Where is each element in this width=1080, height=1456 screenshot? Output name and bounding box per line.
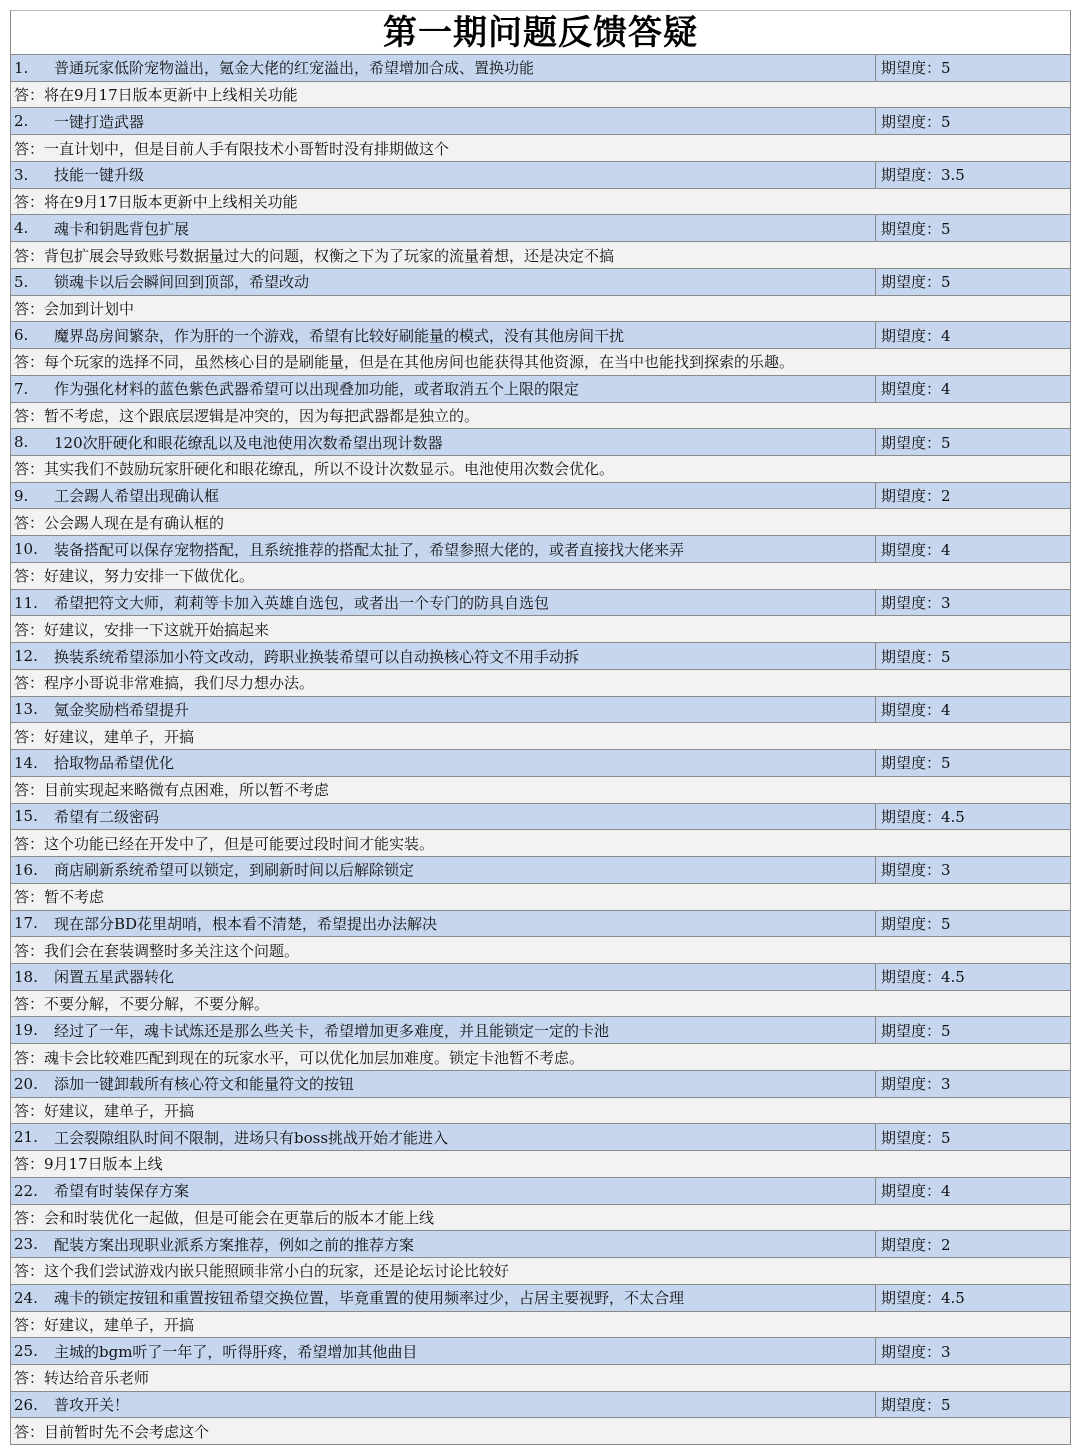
answer-cell[interactable]: 答：好建议，建单子，开搞	[14, 1315, 195, 1334]
expectation-cell[interactable]: 期望度：4	[881, 540, 951, 559]
expectation-cell[interactable]: 期望度：5	[881, 1021, 951, 1040]
expectation-cell[interactable]: 期望度：3	[881, 861, 951, 880]
question-text: 添加一键卸载所有核心符文和能量符文的按钮	[54, 1075, 355, 1094]
question-number: 21.	[14, 1128, 38, 1147]
question-text: 氪金奖励档希望提升	[54, 700, 190, 719]
question-text: 120次肝硬化和眼花缭乱以及电池使用次数希望出现计数器	[54, 433, 443, 452]
question-number: 14.	[14, 753, 38, 772]
question-cell[interactable]	[11, 590, 876, 616]
question-text: 作为强化材料的蓝色紫色武器希望可以出现叠加功能，或者取消五个上限的限定	[54, 380, 580, 399]
expectation-cell[interactable]: 期望度：4.5	[881, 968, 965, 987]
question-cell[interactable]	[11, 162, 876, 188]
question-number: 19.	[14, 1021, 38, 1040]
answer-cell[interactable]: 答：暂不考虑，这个跟底层逻辑是冲突的，因为每把武器都是独立的。	[14, 406, 480, 425]
question-text: 现在部分BD花里胡哨，根本看不清楚，希望提出办法解决	[54, 914, 438, 933]
question-number: 8.	[14, 433, 29, 452]
question-row	[11, 1124, 1070, 1151]
answer-cell[interactable]: 答：目前实现起来略微有点困难，所以暂不考虑	[14, 781, 330, 800]
expectation-cell[interactable]: 期望度：5	[881, 914, 951, 933]
question-number: 12.	[14, 647, 38, 666]
expectation-cell[interactable]: 期望度：4.5	[881, 807, 965, 826]
question-row	[11, 162, 1070, 189]
answer-row	[11, 135, 1070, 162]
question-cell[interactable]	[11, 269, 876, 295]
question-text: 换装系统希望添加小符文改动，跨职业换装希望可以自动换核心符文不用手动拆	[54, 647, 580, 666]
question-row	[11, 643, 1070, 670]
question-text: 商店刷新系统希望可以锁定，到刷新时间以后解除锁定	[54, 861, 415, 880]
question-text: 配装方案出现职业派系方案推荐，例如之前的推荐方案	[54, 1235, 415, 1254]
question-number: 3.	[14, 165, 29, 184]
question-row	[11, 108, 1070, 135]
question-cell[interactable]	[11, 215, 876, 241]
question-number: 5.	[14, 272, 29, 291]
answer-cell[interactable]: 答：将在9月17日版本更新中上线相关功能	[14, 193, 298, 212]
expectation-cell[interactable]: 期望度：5	[881, 1396, 951, 1415]
expectation-cell[interactable]: 期望度：2	[881, 487, 951, 506]
question-row	[11, 1392, 1070, 1419]
question-cell[interactable]	[11, 911, 876, 937]
question-row	[11, 1338, 1070, 1365]
answer-row	[11, 1044, 1070, 1071]
question-row	[11, 536, 1070, 563]
question-text: 魔界岛房间繁杂，作为肝的一个游戏，希望有比较好刷能量的模式，没有其他房间干扰	[54, 326, 625, 345]
question-cell[interactable]	[11, 857, 876, 883]
question-row	[11, 376, 1070, 403]
answer-row	[11, 1098, 1070, 1125]
answer-cell[interactable]: 答：程序小哥说非常难搞，我们尽力想办法。	[14, 674, 315, 693]
question-number: 13.	[14, 700, 38, 719]
question-cell[interactable]	[11, 804, 876, 830]
question-cell[interactable]	[11, 964, 876, 990]
answer-cell[interactable]: 答：这个我们尝试游戏内嵌只能照顾非常小白的玩家，还是论坛讨论比较好	[14, 1262, 510, 1281]
question-text: 工会踢人希望出现确认框	[54, 487, 220, 506]
question-number: 17.	[14, 914, 38, 933]
answer-cell[interactable]: 答：9月17日版本上线	[14, 1155, 163, 1174]
question-text: 闲置五星武器转化	[54, 968, 175, 987]
answer-cell[interactable]: 答：每个玩家的选择不同，虽然核心目的是刷能量，但是在其他房间也能获得其他资源，在当中也能找到探索的乐趣。	[14, 353, 795, 372]
expectation-cell[interactable]: 期望度：5	[881, 647, 951, 666]
expectation-cell[interactable]: 期望度：4.5	[881, 1289, 965, 1308]
question-text: 希望有时装保存方案	[54, 1182, 190, 1201]
answer-cell[interactable]: 答：好建议，建单子，开搞	[14, 1102, 195, 1120]
question-number: 10.	[14, 540, 38, 559]
answer-cell[interactable]: 答：暂不考虑	[14, 888, 105, 907]
answer-cell[interactable]: 答：转达给音乐老师	[14, 1369, 150, 1388]
question-number: 25.	[14, 1342, 38, 1361]
question-cell[interactable]	[11, 536, 876, 562]
answer-row	[11, 1205, 1070, 1232]
answer-row	[11, 1258, 1070, 1285]
question-number: 18.	[14, 967, 38, 986]
question-row	[11, 1071, 1070, 1098]
answer-row	[11, 884, 1070, 911]
expectation-cell[interactable]: 期望度：5	[881, 112, 951, 131]
answer-row	[11, 937, 1070, 964]
question-text: 普攻开关！	[54, 1396, 130, 1415]
question-text: 拾取物品希望优化	[54, 754, 175, 773]
question-cell[interactable]	[11, 108, 876, 134]
question-row	[11, 750, 1070, 777]
answer-row	[11, 189, 1070, 216]
question-cell[interactable]	[11, 55, 876, 81]
answer-cell[interactable]: 答：好建议，努力安排一下做优化。	[14, 567, 255, 586]
question-cell[interactable]	[11, 1017, 876, 1043]
question-row	[11, 483, 1070, 510]
question-cell[interactable]	[11, 322, 876, 348]
question-number: 23.	[14, 1235, 38, 1254]
answer-cell[interactable]: 答：会和时装优化一起做，但是可能会在更靠后的版本才能上线	[14, 1208, 435, 1227]
question-text: 希望把符文大师，莉莉等卡加入英雄自选包，或者出一个专门的防具自选包	[54, 594, 550, 613]
question-cell[interactable]	[11, 1392, 876, 1418]
question-cell[interactable]	[11, 1338, 876, 1364]
answer-row	[11, 723, 1070, 750]
answer-cell[interactable]: 答：公会踢人现在是有确认框的	[14, 513, 225, 532]
expectation-cell[interactable]: 期望度：4	[881, 326, 951, 345]
question-number: 4.	[14, 219, 29, 238]
answer-row	[11, 296, 1070, 323]
question-text: 普通玩家低阶宠物溢出，氪金大佬的红宠溢出，希望增加合成、置换功能	[54, 59, 535, 78]
qa-table	[11, 55, 1070, 1445]
expectation-cell[interactable]: 期望度：5	[881, 754, 951, 773]
expectation-cell[interactable]: 期望度：5	[881, 219, 951, 238]
question-text: 魂卡的锁定按钮和重置按钮希望交换位置，毕竟重置的使用频率过少，占居主要视野，不太合理	[54, 1289, 685, 1308]
expectation-cell[interactable]: 期望度：2	[881, 1235, 951, 1254]
answer-cell[interactable]: 答：这个功能已经在开发中了，但是可能要过段时间才能实装。	[14, 834, 435, 853]
question-cell[interactable]	[11, 429, 876, 455]
expectation-cell[interactable]: 期望度：4	[881, 380, 951, 399]
question-row	[11, 1231, 1070, 1258]
question-text: 技能一键升级	[54, 166, 145, 185]
question-number: 1.	[14, 58, 29, 77]
answer-cell[interactable]: 答：目前暂时先不会考虑这个	[14, 1422, 210, 1441]
answer-row	[11, 1312, 1070, 1339]
answer-row	[11, 82, 1070, 109]
answer-cell[interactable]: 答：好建议，安排一下这就开始搞起来	[14, 620, 270, 639]
answer-row	[11, 563, 1070, 590]
question-row	[11, 1285, 1070, 1312]
question-row	[11, 590, 1070, 617]
answer-row	[11, 242, 1070, 269]
question-row	[11, 911, 1070, 938]
question-number: 16.	[14, 860, 38, 879]
question-number: 6.	[14, 326, 29, 345]
question-number: 2.	[14, 112, 29, 131]
question-number: 7.	[14, 379, 29, 398]
answer-cell[interactable]: 答：我们会在套装调整时多关注这个问题。	[14, 941, 300, 960]
question-text: 工会裂隙组队时间不限制，进场只有boss挑战开始才能进入	[54, 1128, 449, 1147]
question-row	[11, 269, 1070, 296]
question-row	[11, 55, 1070, 82]
question-cell[interactable]	[11, 1124, 876, 1150]
expectation-cell[interactable]: 期望度：4	[881, 700, 951, 719]
question-cell[interactable]	[11, 697, 876, 723]
expectation-cell[interactable]: 期望度：3	[881, 1342, 951, 1361]
question-text: 希望有二级密码	[54, 807, 160, 826]
question-text: 锁魂卡以后会瞬间回到顶部，希望改动	[54, 273, 310, 292]
answer-cell[interactable]: 答：其实我们不鼓励玩家肝硬化和眼花缭乱，所以不设计次数显示。电池使用次数会优化。	[14, 460, 615, 479]
expectation-cell[interactable]: 期望度：3.5	[881, 166, 965, 185]
question-number: 20.	[14, 1074, 38, 1093]
question-row	[11, 429, 1070, 456]
question-cell[interactable]	[11, 750, 876, 776]
question-cell[interactable]	[11, 1285, 876, 1311]
question-number: 11.	[14, 593, 38, 612]
answer-cell[interactable]: 答：将在9月17日版本更新中上线相关功能	[14, 86, 298, 105]
answer-cell[interactable]: 答：好建议，建单子，开搞	[14, 727, 195, 746]
answer-cell[interactable]: 答：背包扩展会导致账号数据量过大的问题，权衡之下为了玩家的流量着想，还是决定不搞	[14, 246, 615, 265]
answer-row	[11, 509, 1070, 536]
answer-row	[11, 1365, 1070, 1392]
question-number: 24.	[14, 1288, 38, 1307]
question-text: 经过了一年，魂卡试炼还是那么些关卡，希望增加更多难度，并且能锁定一定的卡池	[54, 1021, 610, 1040]
question-number: 26.	[14, 1395, 38, 1414]
answer-row	[11, 1151, 1070, 1178]
question-text: 装备搭配可以保存宠物搭配，且系统推荐的搭配太扯了，希望参照大佬的，或者直接找大佬来弄	[54, 540, 685, 559]
expectation-cell[interactable]: 期望度：4	[881, 1182, 951, 1201]
question-text: 主城的bgm听了一年了，听得肝疼，希望增加其他曲目	[54, 1342, 418, 1361]
expectation-cell[interactable]: 期望度：3	[881, 1075, 951, 1094]
question-cell[interactable]	[11, 1231, 876, 1257]
page-title: 第一期问题反馈答疑	[11, 10, 1070, 55]
question-text: 一键打造武器	[54, 112, 145, 131]
question-cell[interactable]	[11, 1071, 876, 1097]
expectation-cell[interactable]: 期望度：5	[881, 1128, 951, 1147]
answer-row	[11, 830, 1070, 857]
question-cell[interactable]	[11, 376, 876, 402]
expectation-cell[interactable]: 期望度：5	[881, 433, 951, 452]
expectation-cell[interactable]: 期望度：5	[881, 59, 951, 78]
question-cell[interactable]	[11, 483, 876, 509]
answer-row	[11, 616, 1070, 643]
question-number: 22.	[14, 1181, 38, 1200]
question-row	[11, 697, 1070, 724]
question-row	[11, 1178, 1070, 1205]
answer-cell[interactable]: 答：魂卡会比较难匹配到现在的玩家水平，可以优化加层加难度。锁定卡池暂不考虑。	[14, 1048, 585, 1067]
question-text: 魂卡和钥匙背包扩展	[54, 219, 190, 238]
question-cell[interactable]	[11, 1178, 876, 1204]
answer-row	[11, 403, 1070, 430]
question-row	[11, 804, 1070, 831]
answer-cell[interactable]: 答：不要分解，不要分解，不要分解。	[14, 995, 270, 1014]
answer-row	[11, 991, 1070, 1018]
question-row	[11, 964, 1070, 991]
question-cell[interactable]	[11, 643, 876, 669]
expectation-cell[interactable]: 期望度：3	[881, 594, 951, 613]
feedback-sheet	[10, 10, 1071, 1445]
answer-cell[interactable]: 答：一直计划中，但是目前人手有限技术小哥暂时没有排期做这个	[14, 139, 450, 158]
expectation-cell[interactable]: 期望度：5	[881, 273, 951, 292]
question-number: 9.	[14, 486, 29, 505]
answer-row	[11, 777, 1070, 804]
question-row	[11, 322, 1070, 349]
question-row	[11, 215, 1070, 242]
answer-row	[11, 456, 1070, 483]
answer-row	[11, 670, 1070, 697]
question-row	[11, 1017, 1070, 1044]
question-number: 15.	[14, 807, 38, 826]
answer-row	[11, 349, 1070, 376]
answer-cell[interactable]: 答：会加到计划中	[14, 299, 135, 318]
answer-row	[11, 1418, 1070, 1445]
question-row	[11, 857, 1070, 884]
